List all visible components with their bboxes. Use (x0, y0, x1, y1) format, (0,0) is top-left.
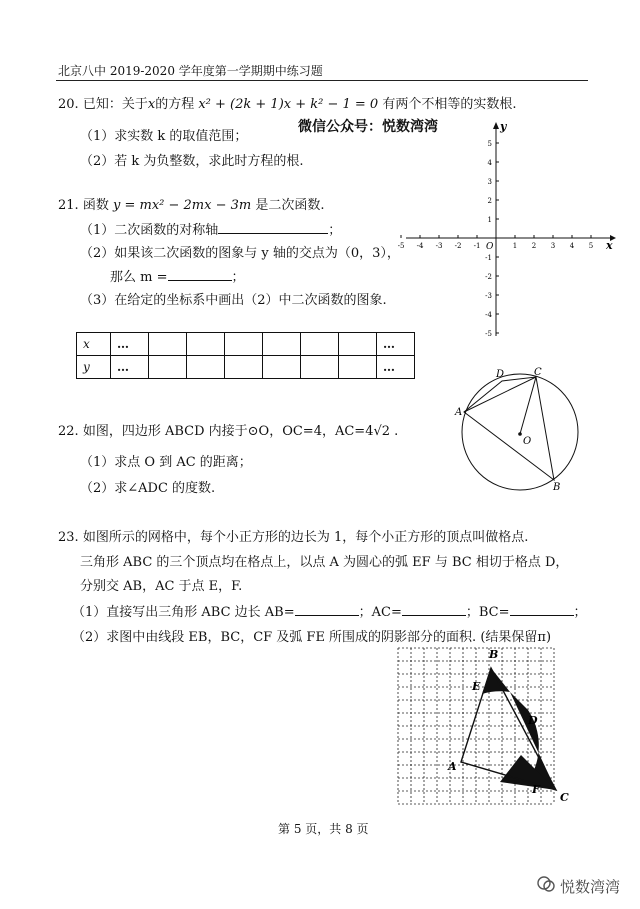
watermark-text: 微信公众号：悦数湾湾 (298, 119, 438, 135)
q20-stem-c: 有两个不相等的实数根. (382, 97, 517, 112)
brand-logo-text: 悦数湾湾 (560, 878, 621, 896)
q21-part2b-end: ； (231, 270, 245, 285)
q22-stem-text: 如图，四边形 ABCD 内接于⊙O，OC=4，AC=4√2 . (82, 424, 399, 439)
q21-part2b (110, 269, 245, 286)
table-cell[interactable] (187, 356, 225, 379)
center-point (518, 432, 522, 436)
table-cell[interactable] (149, 333, 187, 356)
q23-part1-d: ； (573, 605, 587, 620)
q23-grid-figure (390, 644, 580, 814)
q21-axis-blank[interactable] (218, 222, 328, 234)
q21-stem-b: 是二次函数. (255, 198, 325, 213)
x-tick-label: 1 (512, 242, 518, 250)
q23-line1-text: 如图所示的网格中，每个小正方形的边长为 1，每个小正方形的顶点叫做格点. (82, 530, 529, 545)
q20-stem-b: 的方程 (155, 97, 195, 112)
y-tick-label: -5 (485, 330, 492, 338)
x-tick-label: -4 (416, 242, 424, 250)
table-row (77, 356, 415, 379)
label-c: C (560, 791, 569, 804)
table-cell[interactable] (263, 356, 301, 379)
table-cell[interactable]: … (377, 333, 415, 356)
page-header: 北京八中 2019-2020 学年度第一学期期中练习题 (58, 64, 323, 78)
x-tick-label: 4 (569, 242, 575, 250)
q23-part1-a: （1）直接写出三角形 ABC 边长 AB= (72, 605, 295, 620)
q20-part1: （1）求实数 k 的取值范围； (80, 129, 248, 144)
table-cell[interactable]: … (377, 356, 415, 379)
q21-part2: （2）如果该二次函数的图象与 y 轴的交点为（0，3）， (80, 246, 400, 261)
table-cell[interactable] (263, 333, 301, 356)
x-tick-label: 5 (588, 242, 594, 250)
table-cell: y (77, 356, 111, 379)
q21-part1-end: ； (328, 223, 342, 238)
q22-circle-figure (450, 362, 590, 492)
y-tick-label: -4 (485, 311, 492, 319)
q20-equation: x² + (2k + 1)x + k² − 1 = 0 (198, 97, 379, 112)
label-c: C (534, 367, 542, 378)
label-b: B (553, 482, 561, 492)
y-tick-label: -2 (485, 273, 492, 281)
q22-number: 22. (58, 424, 79, 439)
y-tick-label: 3 (487, 178, 492, 186)
table-cell[interactable] (301, 333, 339, 356)
table-cell[interactable]: … (111, 356, 149, 379)
x-tick-label: -5 (398, 242, 405, 250)
y-tick-label: 4 (487, 159, 492, 167)
label-d: D (496, 369, 505, 380)
y-axis-arrow (493, 122, 499, 129)
q20-stem-a: 已知：关于 (82, 97, 148, 112)
origin-label: O (486, 242, 494, 252)
x-tick-label: -2 (454, 242, 462, 250)
q23-line1 (58, 530, 528, 546)
q21-coordinate-plane (398, 120, 618, 340)
q20-stem (58, 97, 516, 113)
x-axis-label: x (606, 239, 613, 252)
q21-part1 (80, 222, 341, 239)
label-a: A (455, 407, 463, 418)
q23-part2: （2）求图中由线段 EB，BC，CF 及弧 FE 所围成的阴影部分的面积. (结果保留π) (72, 630, 552, 645)
q20-number: 20. (58, 97, 79, 112)
y-tick-label: -3 (485, 292, 492, 300)
table-cell[interactable] (301, 356, 339, 379)
q21-m-blank[interactable] (168, 269, 232, 281)
table-row (77, 333, 415, 356)
q22-part1: （1）求点 O 到 AC 的距离； (80, 455, 252, 470)
table-cell[interactable] (187, 333, 225, 356)
q23-line2: 三角形 ABC 的三个顶点均在格点上，以点 A 为圆心的弧 EF 与 BC 相切于格点 D， (80, 555, 569, 570)
q20-part2: （2）若 k 为负整数，求此时方程的根. (80, 154, 304, 169)
q23-part1-c: ；BC= (465, 605, 510, 620)
q23-part1 (72, 604, 587, 621)
x-tick-label: -3 (435, 242, 443, 250)
q21-equation: y = mx² − 2mx − 3m (112, 198, 252, 213)
bc-blank[interactable] (510, 604, 574, 616)
page-footer: 第 5 页，共 8 页 (278, 822, 369, 836)
q21-number: 21. (58, 198, 79, 213)
q22-part2: （2）求∠ADC 的度数. (80, 481, 216, 496)
x-tick-label: 3 (550, 242, 556, 250)
ab-blank[interactable] (295, 604, 359, 616)
y-tick-label: 1 (487, 216, 492, 224)
q23-line3: 分别交 AB，AC 于点 E，F. (80, 579, 243, 594)
q23-part1-b: ；AC= (358, 605, 402, 620)
q23-number: 23. (58, 530, 79, 545)
q21-part2b-text: 那么 m = (110, 270, 168, 285)
q20-var-x: x (147, 97, 156, 112)
segment-oc (520, 377, 536, 434)
q22-stem (58, 424, 398, 440)
table-cell[interactable] (225, 333, 263, 356)
q21-value-table (76, 332, 415, 379)
label-d: D (528, 714, 538, 727)
table-cell[interactable] (149, 356, 187, 379)
q21-part3: （3）在给定的坐标系中画出（2）中二次函数的图象. (80, 293, 387, 308)
table-cell[interactable]: … (111, 333, 149, 356)
y-axis-label: y (500, 120, 507, 133)
ac-blank[interactable] (402, 604, 466, 616)
table-cell[interactable] (339, 333, 377, 356)
label-f: F (532, 783, 540, 796)
label-o: O (523, 436, 532, 447)
label-b: B (489, 648, 499, 661)
y-tick-label: -1 (485, 254, 492, 262)
header-rule (56, 80, 588, 81)
x-tick-label: 2 (531, 242, 537, 250)
circle-o (462, 374, 578, 490)
chat-bubble-icon (536, 874, 556, 894)
y-tick-label: 2 (487, 197, 492, 205)
table-cell[interactable] (339, 356, 377, 379)
y-tick-label: 5 (487, 140, 492, 148)
q21-stem-a: 函数 (82, 198, 109, 213)
label-e: E (472, 680, 481, 693)
table-cell: x (77, 333, 111, 356)
x-tick-label: -1 (473, 242, 481, 250)
q21-part1-text: （1）二次函数的对称轴 (80, 223, 219, 238)
label-a: A (448, 760, 457, 773)
table-cell[interactable] (225, 356, 263, 379)
q21-stem (58, 198, 324, 214)
